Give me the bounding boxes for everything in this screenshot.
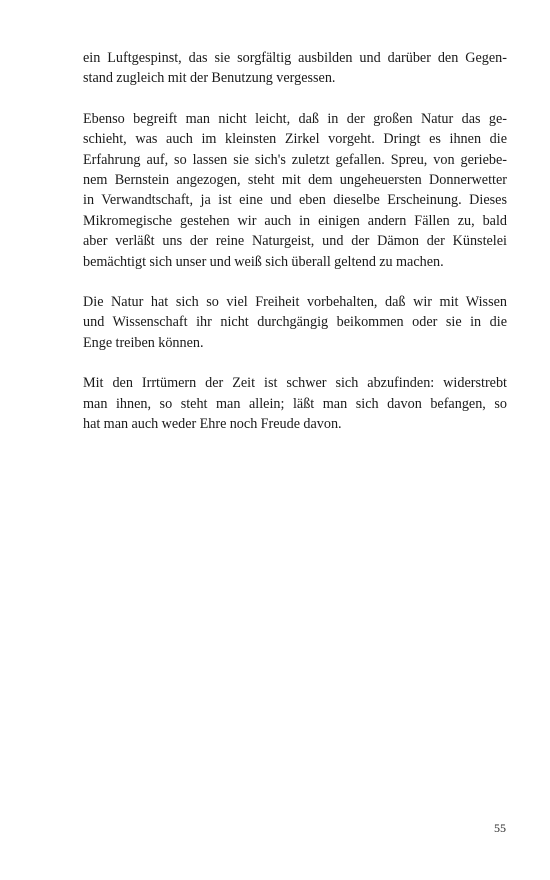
paragraph-2	[83, 109, 507, 272]
paragraph-3	[83, 292, 507, 353]
text-line: stand zugleich mit der Benutzung vergessen.	[83, 70, 336, 87]
page-number: 55	[494, 821, 506, 835]
page-body	[83, 48, 507, 455]
text-line: Erfahrung auf, so lassen sie sich's zuletzt gefallen. Spreu, von geriebe-	[83, 151, 507, 168]
text-line: Ebenso begreift man nicht leicht, daß in der großen Natur das ge-	[83, 110, 507, 127]
text-line: Mikromegische gestehen wir auch in einigen andern Fällen zu, bald	[83, 212, 507, 229]
text-line: schieht, was auch im kleinsten Zirkel vorgeht. Dringt es ihnen die	[83, 131, 507, 148]
text-line: in Verwandtschaft, ja ist eine und eben dieselbe Erscheinung. Dieses	[83, 192, 507, 209]
text-line: hat man auch weder Ehre noch Freude davon.	[83, 416, 342, 433]
paragraph-1	[83, 48, 507, 89]
text-line: Enge treiben können.	[83, 334, 204, 351]
paragraph-4	[83, 373, 507, 434]
text-line: Die Natur hat sich so viel Freiheit vorbehalten, daß wir mit Wissen	[83, 294, 507, 311]
text-line: ein Luftgespinst, das sie sorgfältig ausbilden und darüber den Gegen-	[83, 50, 507, 66]
text-line: nem Bernstein angezogen, steht mit dem ungeheuersten Donnerwetter	[83, 172, 507, 189]
text-line: Mit den Irrtümern der Zeit ist schwer sich abzufinden: widerstrebt	[83, 375, 507, 392]
text-line: und Wissenschaft ihr nicht durchgängig beikommen oder sie in die	[83, 314, 507, 331]
text-line: aber verläßt uns der reine Naturgeist, und der Dämon der Künstelei	[83, 233, 507, 250]
text-line: man ihnen, so steht man allein; läßt man sich davon befangen, so	[83, 395, 507, 412]
text-line: bemächtigt sich unser und weiß sich überall geltend zu machen.	[83, 253, 444, 270]
